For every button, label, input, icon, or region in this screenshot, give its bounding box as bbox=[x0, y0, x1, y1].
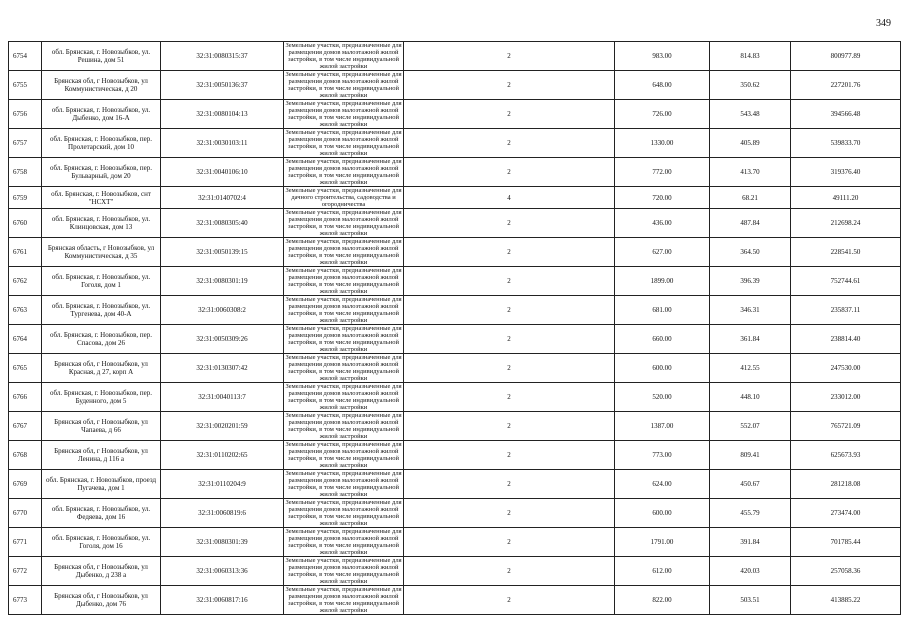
cadastral-value-cell: 752744.61 bbox=[791, 267, 901, 296]
cadastral-number-cell: 32:31:0040106:10 bbox=[161, 158, 284, 187]
cadastral-value-cell: 701785.44 bbox=[791, 528, 901, 557]
cadastral-number-cell: 32:31:0030103:11 bbox=[161, 129, 284, 158]
area-cell: 720.00 bbox=[615, 187, 710, 209]
cadastral-value-cell: 800977.89 bbox=[791, 42, 901, 71]
row-number-cell: 6769 bbox=[9, 470, 42, 499]
table-row bbox=[9, 296, 901, 325]
group-cell: 2 bbox=[404, 71, 615, 100]
cadastral-value-cell: 227201.76 bbox=[791, 71, 901, 100]
cadastral-number-cell: 32:31:0110204:9 bbox=[161, 470, 284, 499]
page-number: 349 bbox=[876, 18, 891, 29]
address-cell: Брянская обл, г Новозыбков, ул Дыбенко, д 238 а bbox=[42, 557, 161, 586]
table-row bbox=[9, 267, 901, 296]
cadastral-number-cell: 32:31:0060819:6 bbox=[161, 499, 284, 528]
land-use-cell: Земельные участки, предназначенные для размещения домов малоэтажной жилой застройки, в том числе индивидуальной жилой застройки bbox=[285, 325, 402, 353]
area-cell: 627.00 bbox=[615, 238, 710, 267]
cadastral-number-cell: 32:31:0020201:59 bbox=[161, 412, 284, 441]
area-cell: 822.00 bbox=[615, 586, 710, 615]
row-number-cell: 6764 bbox=[9, 325, 42, 354]
area-cell: 648.00 bbox=[615, 71, 710, 100]
land-use-cell: Земельные участки, предназначенные для размещения домов малоэтажной жилой застройки, в том числе индивидуальной жилой застройки bbox=[285, 557, 402, 585]
cadastral-value-cell: 281218.08 bbox=[791, 470, 901, 499]
cadastral-value-cell: 49111.20 bbox=[791, 187, 901, 209]
cadastral-value-cell: 238814.40 bbox=[791, 325, 901, 354]
cadastral-number-cell: 32:31:0130307:42 bbox=[161, 354, 284, 383]
cadastral-value-cell: 235837.11 bbox=[791, 296, 901, 325]
area-cell: 660.00 bbox=[615, 325, 710, 354]
cadastral-value-cell: 233012.00 bbox=[791, 383, 901, 412]
cadastral-value-cell: 765721.09 bbox=[791, 412, 901, 441]
table-row bbox=[9, 129, 901, 158]
cadastral-value-cell: 228541.50 bbox=[791, 238, 901, 267]
row-number-cell: 6763 bbox=[9, 296, 42, 325]
area-cell: 520.00 bbox=[615, 383, 710, 412]
address-cell: обл. Брянская, г. Новозыбков, ул. Решина, дом 51 bbox=[42, 42, 161, 71]
row-number-cell: 6765 bbox=[9, 354, 42, 383]
group-cell: 2 bbox=[404, 129, 615, 158]
group-cell: 2 bbox=[404, 557, 615, 586]
cadastral-number-cell: 32:31:0060308:2 bbox=[161, 296, 284, 325]
unit-value-cell: 413.70 bbox=[710, 158, 791, 187]
address-cell: обл. Брянская, г. Новозыбков, пер. Буденного, дом 5 bbox=[42, 383, 161, 412]
row-number-cell: 6758 bbox=[9, 158, 42, 187]
row-number-cell: 6762 bbox=[9, 267, 42, 296]
land-use-cell: Земельные участки, предназначенные для размещения домов малоэтажной жилой застройки, в том числе индивидуальной жилой застройки bbox=[285, 129, 402, 157]
land-use-cell: Земельные участки, предназначенные для размещения домов малоэтажной жилой застройки, в том числе индивидуальной жилой застройки bbox=[285, 100, 402, 128]
cadastral-value-table bbox=[8, 41, 901, 615]
group-cell: 2 bbox=[404, 42, 615, 71]
unit-value-cell: 455.79 bbox=[710, 499, 791, 528]
land-use-cell: Земельные участки, предназначенные для размещения домов малоэтажной жилой застройки, в том числе индивидуальной жилой застройки bbox=[285, 296, 402, 324]
address-cell: Брянская обл, г Новозыбков, ул Дыбенко, дом 76 bbox=[42, 586, 161, 615]
cadastral-value-cell: 394566.48 bbox=[791, 100, 901, 129]
group-cell: 2 bbox=[404, 499, 615, 528]
land-use-cell: Земельные участки, предназначенные для дачного строительства, садоводства и огородничества bbox=[285, 187, 402, 208]
cadastral-value-cell: 212698.24 bbox=[791, 209, 901, 238]
unit-value-cell: 448.10 bbox=[710, 383, 791, 412]
unit-value-cell: 68.21 bbox=[710, 187, 791, 209]
group-cell: 2 bbox=[404, 354, 615, 383]
group-cell: 2 bbox=[404, 383, 615, 412]
address-cell: обл. Брянская, г. Новозыбков, снт "НСХТ" bbox=[42, 187, 161, 209]
cadastral-value-cell: 257058.36 bbox=[791, 557, 901, 586]
cadastral-number-cell: 32:31:0080104:13 bbox=[161, 100, 284, 129]
group-cell: 2 bbox=[404, 325, 615, 354]
row-number-cell: 6770 bbox=[9, 499, 42, 528]
area-cell: 624.00 bbox=[615, 470, 710, 499]
table-row bbox=[9, 71, 901, 100]
area-cell: 600.00 bbox=[615, 354, 710, 383]
cadastral-number-cell: 32:31:0040113:7 bbox=[161, 383, 284, 412]
row-number-cell: 6759 bbox=[9, 187, 42, 209]
unit-value-cell: 487.84 bbox=[710, 209, 791, 238]
cadastral-number-cell: 32:31:0080315:37 bbox=[161, 42, 284, 71]
land-use-cell: Земельные участки, предназначенные для размещения домов малоэтажной жилой застройки, в том числе индивидуальной жилой застройки bbox=[285, 586, 402, 614]
table-row bbox=[9, 586, 901, 615]
group-cell: 2 bbox=[404, 158, 615, 187]
area-cell: 1791.00 bbox=[615, 528, 710, 557]
land-use-cell: Земельные участки, предназначенные для размещения домов малоэтажной жилой застройки, в том числе индивидуальной жилой застройки bbox=[285, 42, 402, 70]
land-use-cell: Земельные участки, предназначенные для размещения домов малоэтажной жилой застройки, в том числе индивидуальной жилой застройки bbox=[285, 441, 402, 469]
address-cell: обл. Брянская, г. Новозыбков, пер. Пролетарский, дом 10 bbox=[42, 129, 161, 158]
cadastral-number-cell: 32:31:0060817:16 bbox=[161, 586, 284, 615]
address-cell: Брянская обл, г Новозыбков, ул Красная, д 27, корп А bbox=[42, 354, 161, 383]
address-cell: Брянская обл, г Новозыбков, ул Ленина, д 116 а bbox=[42, 441, 161, 470]
table-row bbox=[9, 354, 901, 383]
area-cell: 773.00 bbox=[615, 441, 710, 470]
address-cell: обл. Брянская, г. Новозыбков, ул. Федяева, дом 16 bbox=[42, 499, 161, 528]
unit-value-cell: 396.39 bbox=[710, 267, 791, 296]
row-number-cell: 6767 bbox=[9, 412, 42, 441]
table-row bbox=[9, 557, 901, 586]
cadastral-number-cell: 32:31:0050136:37 bbox=[161, 71, 284, 100]
address-cell: обл. Брянская, г. Новозыбков, ул. Клинцовская, дом 13 bbox=[42, 209, 161, 238]
area-cell: 1899.00 bbox=[615, 267, 710, 296]
row-number-cell: 6773 bbox=[9, 586, 42, 615]
group-cell: 2 bbox=[404, 296, 615, 325]
unit-value-cell: 809.41 bbox=[710, 441, 791, 470]
table-row bbox=[9, 441, 901, 470]
unit-value-cell: 420.03 bbox=[710, 557, 791, 586]
row-number-cell: 6755 bbox=[9, 71, 42, 100]
cadastral-number-cell: 32:31:0050309:26 bbox=[161, 325, 284, 354]
area-cell: 1330.00 bbox=[615, 129, 710, 158]
table-row bbox=[9, 158, 901, 187]
table-row bbox=[9, 470, 901, 499]
row-number-cell: 6772 bbox=[9, 557, 42, 586]
row-number-cell: 6768 bbox=[9, 441, 42, 470]
table-row bbox=[9, 238, 901, 267]
unit-value-cell: 412.55 bbox=[710, 354, 791, 383]
unit-value-cell: 405.89 bbox=[710, 129, 791, 158]
table-row bbox=[9, 100, 901, 129]
group-cell: 2 bbox=[404, 586, 615, 615]
land-use-cell: Земельные участки, предназначенные для размещения домов малоэтажной жилой застройки, в том числе индивидуальной жилой застройки bbox=[285, 383, 402, 411]
group-cell: 2 bbox=[404, 267, 615, 296]
address-cell: обл. Брянская, г. Новозыбков, проезд Пугачева, дом 1 bbox=[42, 470, 161, 499]
address-cell: обл. Брянская, г. Новозыбков, пер. Бульварный, дом 20 bbox=[42, 158, 161, 187]
cadastral-number-cell: 32:31:0080305:40 bbox=[161, 209, 284, 238]
row-number-cell: 6766 bbox=[9, 383, 42, 412]
area-cell: 612.00 bbox=[615, 557, 710, 586]
group-cell: 2 bbox=[404, 209, 615, 238]
address-cell: Брянская обл, г Новозыбков, ул Чапаева, д 66 bbox=[42, 412, 161, 441]
cadastral-number-cell: 32:31:0060313:36 bbox=[161, 557, 284, 586]
table-row bbox=[9, 42, 901, 71]
unit-value-cell: 543.48 bbox=[710, 100, 791, 129]
cadastral-value-cell: 247530.00 bbox=[791, 354, 901, 383]
address-cell: обл. Брянская, г. Новозыбков, пер. Спасова, дом 26 bbox=[42, 325, 161, 354]
cadastral-value-cell: 413885.22 bbox=[791, 586, 901, 615]
land-use-cell: Земельные участки, предназначенные для размещения домов малоэтажной жилой застройки, в том числе индивидуальной жилой застройки bbox=[285, 528, 402, 556]
group-cell: 2 bbox=[404, 100, 615, 129]
land-use-cell: Земельные участки, предназначенные для размещения домов малоэтажной жилой застройки, в том числе индивидуальной жилой застройки bbox=[285, 499, 402, 527]
land-use-cell: Земельные участки, предназначенные для размещения домов малоэтажной жилой застройки, в том числе индивидуальной жилой застройки bbox=[285, 470, 402, 498]
cadastral-number-cell: 32:31:0080301:39 bbox=[161, 528, 284, 557]
unit-value-cell: 364.50 bbox=[710, 238, 791, 267]
cadastral-value-cell: 625673.93 bbox=[791, 441, 901, 470]
row-number-cell: 6771 bbox=[9, 528, 42, 557]
row-number-cell: 6757 bbox=[9, 129, 42, 158]
address-cell: обл. Брянская, г. Новозыбков, ул. Дыбенко, дом 16-А bbox=[42, 100, 161, 129]
unit-value-cell: 503.51 bbox=[710, 586, 791, 615]
area-cell: 681.00 bbox=[615, 296, 710, 325]
unit-value-cell: 361.84 bbox=[710, 325, 791, 354]
address-cell: обл. Брянская, г. Новозыбков, ул. Гоголя, дом 16 bbox=[42, 528, 161, 557]
table-row bbox=[9, 187, 901, 209]
land-use-cell: Земельные участки, предназначенные для размещения домов малоэтажной жилой застройки, в том числе индивидуальной жилой застройки bbox=[285, 412, 402, 440]
row-number-cell: 6760 bbox=[9, 209, 42, 238]
table-row bbox=[9, 412, 901, 441]
group-cell: 2 bbox=[404, 528, 615, 557]
unit-value-cell: 350.62 bbox=[710, 71, 791, 100]
row-number-cell: 6761 bbox=[9, 238, 42, 267]
unit-value-cell: 552.07 bbox=[710, 412, 791, 441]
group-cell: 2 bbox=[404, 441, 615, 470]
area-cell: 726.00 bbox=[615, 100, 710, 129]
row-number-cell: 6756 bbox=[9, 100, 42, 129]
area-cell: 600.00 bbox=[615, 499, 710, 528]
area-cell: 1387.00 bbox=[615, 412, 710, 441]
unit-value-cell: 450.67 bbox=[710, 470, 791, 499]
land-use-cell: Земельные участки, предназначенные для размещения домов малоэтажной жилой застройки, в том числе индивидуальной жилой застройки bbox=[285, 71, 402, 99]
unit-value-cell: 814.83 bbox=[710, 42, 791, 71]
table-row bbox=[9, 499, 901, 528]
group-cell: 2 bbox=[404, 470, 615, 499]
table-row bbox=[9, 528, 901, 557]
cadastral-value-cell: 319376.40 bbox=[791, 158, 901, 187]
land-use-cell: Земельные участки, предназначенные для размещения домов малоэтажной жилой застройки, в том числе индивидуальной жилой застройки bbox=[285, 158, 402, 186]
area-cell: 436.00 bbox=[615, 209, 710, 238]
group-cell: 2 bbox=[404, 238, 615, 267]
land-use-cell: Земельные участки, предназначенные для размещения домов малоэтажной жилой застройки, в том числе индивидуальной жилой застройки bbox=[285, 209, 402, 237]
group-cell: 4 bbox=[404, 187, 615, 209]
cadastral-value-cell: 539833.70 bbox=[791, 129, 901, 158]
address-cell: обл. Брянская, г. Новозыбков, ул. Гоголя, дом 1 bbox=[42, 267, 161, 296]
land-use-cell: Земельные участки, предназначенные для размещения домов малоэтажной жилой застройки, в том числе индивидуальной жилой застройки bbox=[285, 354, 402, 382]
unit-value-cell: 346.31 bbox=[710, 296, 791, 325]
area-cell: 772.00 bbox=[615, 158, 710, 187]
address-cell: Брянская обл, г Новозыбков, ул Коммунистическая, д 20 bbox=[42, 71, 161, 100]
group-cell: 2 bbox=[404, 412, 615, 441]
table-body bbox=[9, 42, 901, 615]
table-row bbox=[9, 325, 901, 354]
cadastral-number-cell: 32:31:0050139:15 bbox=[161, 238, 284, 267]
address-cell: обл. Брянская, г. Новозыбков, ул. Тургенева, дом 40-А bbox=[42, 296, 161, 325]
address-cell: Брянская область, г Новозыбков, ул Коммунистическая, д 35 bbox=[42, 238, 161, 267]
cadastral-number-cell: 32:31:0110202:65 bbox=[161, 441, 284, 470]
row-number-cell: 6754 bbox=[9, 42, 42, 71]
land-use-cell: Земельные участки, предназначенные для размещения домов малоэтажной жилой застройки, в том числе индивидуальной жилой застройки bbox=[285, 238, 402, 266]
cadastral-value-cell: 273474.00 bbox=[791, 499, 901, 528]
unit-value-cell: 391.84 bbox=[710, 528, 791, 557]
table-row bbox=[9, 209, 901, 238]
cadastral-number-cell: 32:31:0140702:4 bbox=[161, 187, 284, 209]
area-cell: 983.00 bbox=[615, 42, 710, 71]
table-row bbox=[9, 383, 901, 412]
cadastral-number-cell: 32:31:0080301:19 bbox=[161, 267, 284, 296]
land-use-cell: Земельные участки, предназначенные для размещения домов малоэтажной жилой застройки, в том числе индивидуальной жилой застройки bbox=[285, 267, 402, 295]
